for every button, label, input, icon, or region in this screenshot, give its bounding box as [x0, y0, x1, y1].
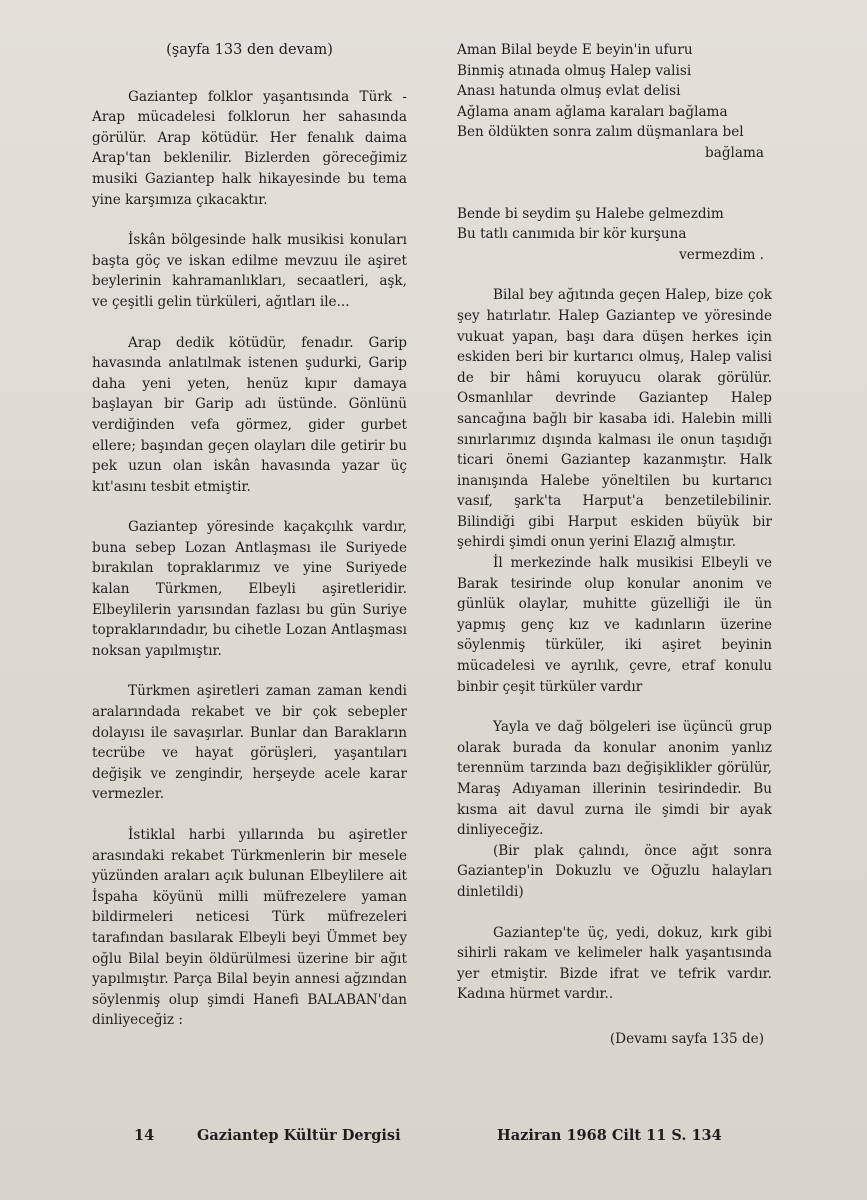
continued-to-note: (Devamı sayfa 135 de): [609, 1030, 764, 1047]
page-number: 14: [134, 1127, 155, 1144]
paragraph: Gaziantep'te üç, yedi, dokuz, kırk gibi sihirli rakam ve kelimeler halk yaşantısında yer etmiştir. Bizde ifrat ve tefrik vardır. Kadına hürmet vardır..: [457, 924, 772, 1003]
page-footer: [0, 1127, 867, 1151]
paragraph: Türkmen aşiretleri zaman zaman kendi aralarındada rekabet ve bir çok sebepler dolayısı ile savaşırlar. Bunlar dan Barakların tecrübe ve hayat görüşleri, yaşantıları değişik ve zengindir, herşeyde acele karar vermezler.: [92, 683, 407, 803]
verse-line: Bu tatlı canımıda bir kör kurşuna: [457, 226, 687, 243]
paragraph: Arap dedik kötüdür, fenadır. Garip havasında anlatılmak istenen şudurki, Garip daha yeni yeten, henüz kıpır damaya başlayan bir Garip adı üstünde. Gönlünü verdiğinden vefa görmez, gider gurbet ellere; başından geçen olayları dile getirir bu pek uzun olan iskân havasında yazar üç kıt'asını tesbit etmiştir.: [92, 334, 407, 495]
journal-title: Gaziantep Kültür Dergisi: [197, 1127, 401, 1144]
verse-line: Ağlama anam ağlama karaları bağlama: [457, 103, 728, 120]
paragraph: İskân bölgesinde halk musikisi konuları başta göç ve iskan edilme mevzuu ile aşiret beylerinin kahramanlıkları, secaatleri, aşk, ve çeşitli gelin türküleri, ağıtları ile...: [92, 232, 407, 310]
verse-line-end: bağlama: [705, 144, 764, 161]
paragraph: Yayla ve dağ bölgeleri ise üçüncü grup olarak burada da konular anonim yanlız terennüm tarzında bazı değişiklikler görülür, Maraş Adıyaman illerinin tesirindedir. Bu kısma ait davul zurna ile şimdi bir ayak dinliyeceğiz.: [457, 719, 772, 839]
paragraph: Gaziantep yöresinde kaçakçılık vardır, buna sebep Lozan Antlaşması ile Suriyede bırakılan topraklarımız ve yine Suriyede kalan Türkmen, Elbeyli aşiretleridir. Elbeylilerin yarısından fazlası bu gün Suriye topraklarındadır, bu cihetle Lozan Antlaşması noksan yapılmıştır.: [92, 519, 407, 659]
verse-line: Anası hatunda olmuş evlat delisi: [457, 83, 681, 100]
verse-line: Bende bi seydim şu Halebe gelmezdim: [457, 205, 724, 222]
lament-verse-refrain: [457, 204, 772, 266]
paragraph: (Bir plak çalındı, önce ağıt sonra Gaziantep'in Dokuzlu ve Oğuzlu halayları dinletildi): [457, 842, 772, 900]
paragraph: İl merkezinde halk musikisi Elbeyli ve Barak tesirinde olup konular anonim ve günlük olaylar, muhitte güzelliği ile ün yapmış genç kız ve kadınların üzerine söylenmiş türküler, iki aşiret beyinin mücadelesi ve ayrılık, çevre, etraf konulu binbir çeşit türküler vardır: [457, 555, 772, 695]
left-column: [92, 40, 407, 1051]
paragraph: İstiklal harbi yıllarında bu aşiretler arasındaki rekabet Türkmenlerin bir mesele yüzünden araları açık bulunan Elbeylilere ait İspaha köyünü milli müfrezelere yaman bildirmeleri neticesi Türk müfrezeleri tarafından basılarak Elbeyli beyi Ümmet bey oğlu Bilal beyin öldürülmesi üzerine bir ağıt yapılmıştır. Parça Bilal beyin annesi ağzından söylenmiş olup şimdi Hanefi BALABAN'dan dinliyeceğiz :: [92, 827, 407, 1029]
paragraph: Gaziantep folklor yaşantısında Türk - Arap mücadelesi folklorun her sahasında görülür. Arap kötüdür. Her fenalık daima Arap'tan beklenilir. Bizlerden göreceğimiz musiki Gaziantep halk hikayesinde bu tema yine karşımıza çıkacaktır.: [92, 88, 407, 208]
lament-verse: [457, 40, 772, 164]
right-column: [457, 40, 772, 1050]
verse-line-end: vermezdim .: [679, 246, 764, 263]
verse-line: Aman Bilal beyde E beyin'in ufuru: [457, 42, 693, 58]
continued-from-note: (şayfa 133 den devam): [166, 42, 333, 58]
issue-info: Haziran 1968 Cilt 11 S. 134: [497, 1127, 722, 1144]
verse-line: Binmiş atınada olmuş Halep valisi: [457, 62, 692, 79]
verse-line: Ben öldükten sonra zalım düşmanlara bel: [457, 124, 744, 141]
paragraph: Bilal bey ağıtında geçen Halep, bize çok şey hatırlatır. Halep Gaziantep ve yöresinde vukuat yapan, başı dara düşen herkes için eskiden beri bir kurtarıcı olmuş, Halep valisi de bir hâmi koruyucu olarak görülür. Osmanlılar devrinde Gaziantep Halep sancağına bağlı bir kasaba idi. Halebin milli sınırlarımız dışında kalması ile onun taşıdığı ticari önemi Gaziantep kazanmıştır. Halk inanışında Halebe yöneltilen bu kurtarıcı vasıf, şark'ta Harput'a benzetilebilinir. Bilindiği gibi Harput eskiden büyük bir şehirdi şimdi onun yerini Elazığ almıştır.: [457, 287, 772, 551]
